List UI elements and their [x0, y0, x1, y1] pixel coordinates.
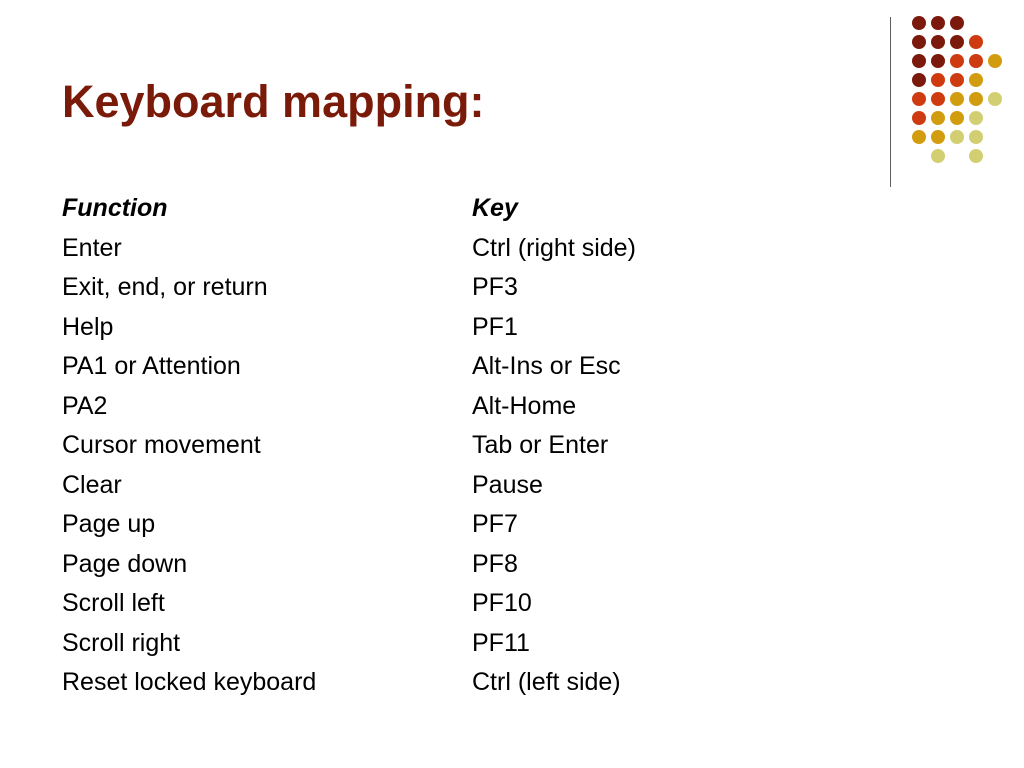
table-row	[62, 545, 702, 585]
decorative-dot	[969, 130, 983, 144]
function-cell: Enter	[62, 233, 122, 262]
key-cell: Alt-Home	[472, 391, 577, 420]
key-cell: PF3	[472, 273, 518, 302]
function-cell: Page down	[62, 549, 188, 578]
key-cell: Ctrl (left side)	[472, 668, 621, 697]
table-row	[62, 505, 702, 545]
function-cell: Page up	[62, 510, 156, 539]
function-cell: Reset locked keyboard	[62, 668, 317, 697]
function-cell: Exit, end, or return	[62, 273, 268, 302]
key-cell: Pause	[472, 470, 543, 499]
table-row	[62, 584, 702, 624]
decorative-dot	[988, 54, 1002, 68]
key-cell: Ctrl (right side)	[472, 233, 636, 262]
table-row	[62, 663, 702, 703]
key-cell: PF7	[472, 510, 518, 539]
decorative-dot	[931, 111, 945, 125]
decorative-dot	[988, 92, 1002, 106]
table-header-row	[62, 189, 702, 229]
decorative-dot	[969, 35, 983, 49]
decorative-dot	[912, 73, 926, 87]
decorative-dot	[950, 35, 964, 49]
keyboard-mapping-table	[62, 189, 702, 703]
function-cell: PA2	[62, 391, 108, 420]
decorative-dot	[969, 54, 983, 68]
table-row	[62, 466, 702, 506]
table-row	[62, 308, 702, 348]
decorative-dot	[931, 149, 945, 163]
decorative-dot	[950, 130, 964, 144]
decorative-dot	[950, 54, 964, 68]
decorative-dot	[931, 73, 945, 87]
table-row	[62, 624, 702, 664]
table-row	[62, 387, 702, 427]
decorative-dot	[950, 73, 964, 87]
function-cell: PA1 or Attention	[62, 352, 241, 381]
decorative-dot	[912, 54, 926, 68]
function-cell: Clear	[62, 470, 122, 499]
decorative-dot	[931, 130, 945, 144]
decorative-dot	[912, 92, 926, 106]
key-cell: PF11	[472, 628, 530, 657]
table-row	[62, 229, 702, 269]
divider-line	[890, 17, 891, 187]
key-cell: PF10	[472, 589, 532, 618]
key-cell: PF1	[472, 312, 518, 341]
decorative-dot	[969, 73, 983, 87]
table-row	[62, 347, 702, 387]
function-cell: Cursor movement	[62, 431, 261, 460]
decorative-dot	[969, 111, 983, 125]
decorative-dot	[950, 111, 964, 125]
decorative-dot	[950, 16, 964, 30]
decorative-dot	[912, 16, 926, 30]
header-key: Key	[472, 194, 518, 223]
key-cell: PF8	[472, 549, 518, 578]
decorative-dot	[912, 111, 926, 125]
decorative-dot	[950, 92, 964, 106]
decorative-dot	[969, 92, 983, 106]
decorative-dot	[931, 54, 945, 68]
function-cell: Help	[62, 312, 114, 341]
decorative-dot	[931, 35, 945, 49]
decorative-dot	[969, 149, 983, 163]
slide-title: Keyboard mapping:	[62, 76, 485, 127]
decorative-dot	[931, 92, 945, 106]
decorative-dot	[931, 16, 945, 30]
function-cell: Scroll left	[62, 589, 165, 618]
header-function: Function	[62, 194, 168, 223]
decorative-dot	[912, 35, 926, 49]
table-row	[62, 426, 702, 466]
table-row	[62, 268, 702, 308]
key-cell: Tab or Enter	[472, 431, 609, 460]
decorative-dot	[912, 130, 926, 144]
key-cell: Alt-Ins or Esc	[472, 352, 621, 381]
function-cell: Scroll right	[62, 628, 181, 657]
